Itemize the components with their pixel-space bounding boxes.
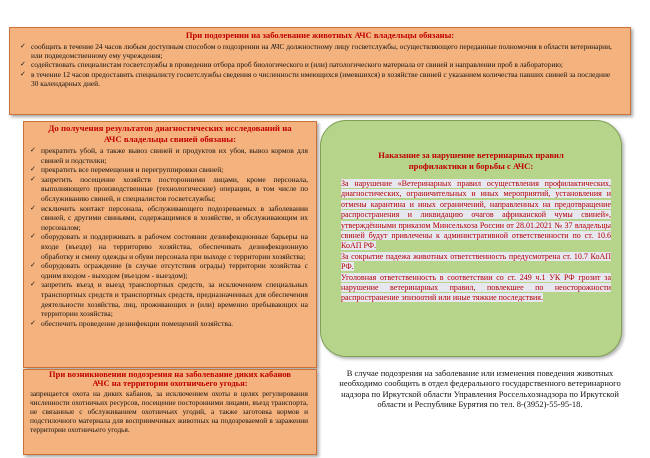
penalty-title-line2: профилактики и борьбы с АЧС: xyxy=(408,160,534,171)
penalty-box xyxy=(320,120,622,357)
list-item: ✓ прекратить убой, а также вывоз свиней и продуктов их убоя, вывоз кормов для свиней и подстилки; xyxy=(30,146,308,165)
list-item: ✓ сообщить в течение 24 часов любым доступным способом о подозрении на АЧС должностному лицу госветслужбы, осуществляющего переданные полномочия в области ветеринарии, или подведомственному ему учреждения; xyxy=(20,42,616,60)
pre-diagnosis-duties-box xyxy=(23,121,317,368)
pre-diagnosis-list xyxy=(30,146,308,328)
penalty-paragraph-1: За нарушение «Ветеринарных правил осуществления профилактических, диагностических, ограничительных и иных мероприятий, установления и отмены карантина и иных ограничений, направленных на предотвращение распространения и ликвидацию очагов африканской чумы свиней», утверждёнными приказом Минсельхоза России от 28.01.2021 № 37 владельцы свиней будут привлечены к административной ответственности по ст. 10.6 КоАП РФ. xyxy=(341,179,611,251)
contact-note: В случае подозрения на заболевание или изменения поведения животных необходимо сообщить в отдел федерального государственного ветеринарного надзора по Иркутской области Управления Россельхознадзора по Иркутской области и Республике Бурятия по тел. 8-(3952)-55-95-18. xyxy=(339,368,621,410)
wild-boar-title-line1: При возникновении подозрения на заболевание диких кабанов xyxy=(49,369,291,379)
list-item: ✓ оборудовать и поддерживать в рабочем состоянии дезинфекционные барьеры на входе (въезде) на территорию хозяйства, обеспечивать дезинфекционную обработку и смену одежды и обуви персонала при выходе с территории хозяйства; xyxy=(30,232,308,261)
list-item: ✓ прекратить все перемещения и перегруппировки свиней; xyxy=(30,165,308,175)
list-item: ✓ исключить контакт персонала, обслуживающего подозреваемых в заболевании свиней, с другими свиньями, содержащимися в хозяйстве, и обслуживающим их персоналом; xyxy=(30,204,308,233)
list-item: ✓ обеспечить проведение дезинфекции помещений хозяйства. xyxy=(30,319,308,329)
penalty-body xyxy=(341,179,611,304)
wild-boar-title-line2: АЧС на территории охотничьего угодья: xyxy=(92,378,248,388)
list-item: ✓ запретить посещение хозяйств посторонними лицами, кроме персонала, выполняющего производственные (технологические) операции, в том числе по обслуживанию свиней, и специалистов госветслужбы; xyxy=(30,175,308,204)
penalty-title-line1: Наказание за нарушение ветеринарных правил xyxy=(378,150,564,160)
wild-boar-text: запрещается охота на диких кабанов, за исключением охоты в целях регулирования численности охотничьих ресурсов, посещение посторонними лицами, въезд транспорта, не связанные с обслуживанием охотничьих угодий, а также заготовка кормов и подстилочного материала для восприимчивых животных на подозреваемой в заражении территории охотничьего угодья. xyxy=(30,389,308,435)
wild-boar-title xyxy=(24,370,316,388)
penalty-title xyxy=(321,150,621,171)
list-item: ✓ запретить въезд и выезд транспортных средств, за исключением специальных транспортных средств и транспортных средств, предназначенных для обеспечения деятельности хозяйства, лиц, проживающих и (или) временно пребывающих на территории хозяйства; xyxy=(30,280,308,318)
wild-boar-box xyxy=(23,369,317,455)
owner-duties-list xyxy=(20,42,616,88)
list-item: ✓ в течение 12 часов предоставить специалисту госветслужбы сведения о численности имеющихся (имевшихся) в хозяйстве свиней с указанием количества павших свиней за последние 30 календарных дней. xyxy=(20,70,616,88)
pre-diagnosis-title-line1: До получения результатов диагностических исследований на xyxy=(48,123,292,133)
penalty-paragraph-2: За сокрытие падежа животных ответственность предусмотрена ст. 10.7 КоАП РФ. xyxy=(341,251,611,272)
pre-diagnosis-title xyxy=(24,123,316,145)
owner-duties-title: При подозрении на заболевание животных АЧС владельцы обязаны: xyxy=(185,30,455,40)
penalty-paragraph-3: Уголовная ответственность в соответствии со ст. 249 ч.1 УК РФ грозит за нарушение ветеринарных правил, повлекшее по неосторожности распространение эпизоотий или иные тяжкие последствия. xyxy=(341,272,611,303)
pre-diagnosis-title-line2: АЧС владельцы свиней обязаны: xyxy=(103,134,237,144)
list-item: ✓ оборудовать ограждение (в случае отсутствия ограды) территории хозяйства с одним входом - выходом (въездом - выездом); xyxy=(30,261,308,280)
list-item: ✓ содействовать специалистам госветслужбы в проведении отбора проб биологического и (или) патологического материала от свиней и направлении проб в лабораторию; xyxy=(20,60,616,69)
owner-duties-box xyxy=(9,27,631,115)
